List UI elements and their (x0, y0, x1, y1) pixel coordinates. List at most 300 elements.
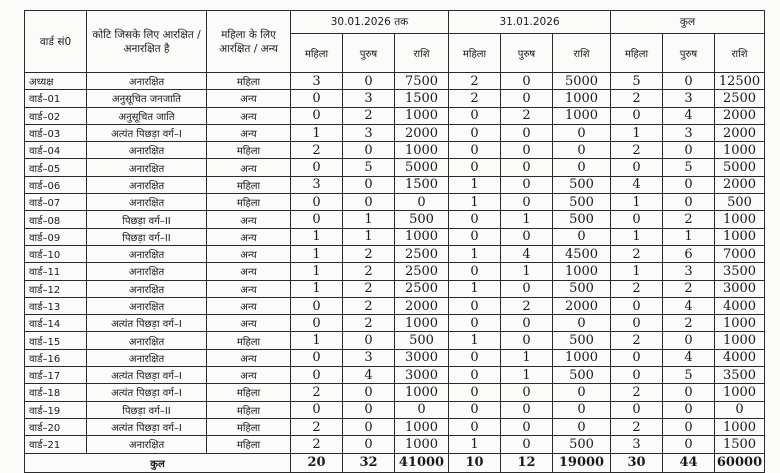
ward-cell: वार्ड–11 (25, 263, 87, 280)
category-cell: अत्यंत पिछड़ा वर्ग–I (87, 315, 207, 332)
t-purush-cell: 0 (663, 73, 715, 90)
t-mahila-cell: 2 (611, 90, 663, 107)
d2-rashi-cell: 0 (553, 228, 611, 245)
total-d2-purush-cell: 12 (501, 453, 553, 472)
ward-cell: वार्ड–21 (25, 436, 87, 453)
t-mahila-cell: 5 (611, 73, 663, 90)
d2-rashi-cell: 500 (553, 280, 611, 297)
d2-purush-cell: 2 (501, 107, 553, 124)
total-row (25, 453, 765, 472)
women-reserved-cell: अन्य (207, 228, 291, 245)
d2-purush-cell: 0 (501, 159, 553, 176)
category-cell: अनारक्षित (87, 436, 207, 453)
category-cell: अनारक्षित (87, 332, 207, 349)
category-cell: अनारक्षित (87, 73, 207, 90)
category-cell: अनुसूचित जाति (87, 107, 207, 124)
d1-mahila-cell: 0 (291, 401, 343, 418)
d2-mahila-cell: 0 (449, 124, 501, 141)
d1-mahila-cell: 2 (291, 436, 343, 453)
d1-mahila-cell: 0 (291, 107, 343, 124)
t-purush-cell: 0 (663, 418, 715, 435)
t-purush-cell: 3 (663, 124, 715, 141)
ward-cell: वार्ड–09 (25, 228, 87, 245)
t-rashi-cell: 4000 (715, 297, 765, 314)
t-rashi-cell: 1000 (715, 418, 765, 435)
d1-purush-cell: 1 (343, 211, 395, 228)
ward-cell: वार्ड–04 (25, 142, 87, 159)
t-mahila-cell: 1 (611, 228, 663, 245)
t-rashi-cell: 1000 (715, 315, 765, 332)
t-mahila-cell: 0 (611, 211, 663, 228)
d2-mahila-cell: 0 (449, 107, 501, 124)
d2-rashi-cell: 0 (553, 401, 611, 418)
t-purush-cell: 5 (663, 159, 715, 176)
header-category: कोटि जिसके लिए आरक्षित / अनारक्षित है (87, 11, 207, 73)
category-cell: अनुसूचित जनजाति (87, 90, 207, 107)
t-purush-cell: 2 (663, 280, 715, 297)
total-label-cell: कुल (25, 453, 291, 472)
d2-mahila-cell: 1 (449, 436, 501, 453)
total-t-mahila-cell: 30 (611, 453, 663, 472)
ward-cell: वार्ड–08 (25, 211, 87, 228)
d2-mahila-cell: 1 (449, 245, 501, 262)
t-purush-cell: 0 (663, 176, 715, 193)
women-reserved-cell: अन्य (207, 315, 291, 332)
t-mahila-cell: 2 (611, 142, 663, 159)
d1-rashi-cell: 2500 (395, 245, 449, 262)
d2-purush-cell: 4 (501, 245, 553, 262)
d1-mahila-cell: 1 (291, 124, 343, 141)
t-rashi-cell: 3500 (715, 263, 765, 280)
women-reserved-cell: महिला (207, 436, 291, 453)
t-purush-cell: 1 (663, 228, 715, 245)
d2-purush-cell: 0 (501, 401, 553, 418)
t-mahila-cell: 4 (611, 176, 663, 193)
d1-rashi-cell: 2500 (395, 280, 449, 297)
d2-purush-cell: 0 (501, 332, 553, 349)
d2-mahila-cell: 0 (449, 367, 501, 384)
d1-rashi-cell: 1000 (395, 142, 449, 159)
t-mahila-cell: 2 (611, 280, 663, 297)
d2-mahila-cell: 0 (449, 315, 501, 332)
t-purush-cell: 0 (663, 436, 715, 453)
d1-purush-cell: 0 (343, 436, 395, 453)
category-cell: अनारक्षित (87, 194, 207, 211)
t-rashi-cell: 1500 (715, 436, 765, 453)
t-mahila-cell: 0 (611, 401, 663, 418)
total-t-rashi-cell: 60000 (715, 453, 765, 472)
d1-rashi-cell: 2000 (395, 297, 449, 314)
d1-purush-cell: 0 (343, 418, 395, 435)
category-cell: अत्यंत पिछड़ा वर्ग–I (87, 367, 207, 384)
d2-purush-cell: 0 (501, 280, 553, 297)
table-row (25, 280, 765, 297)
t-purush-cell: 0 (663, 332, 715, 349)
women-reserved-cell: अन्य (207, 211, 291, 228)
women-reserved-cell: महिला (207, 73, 291, 90)
d2-rashi-cell: 1000 (553, 263, 611, 280)
category-cell: अनारक्षित (87, 280, 207, 297)
d1-mahila-cell: 1 (291, 228, 343, 245)
subheader-rashi: राशि (715, 34, 765, 73)
subheader-mahila: महिला (291, 34, 343, 73)
d2-mahila-cell: 0 (449, 159, 501, 176)
nomination-fee-table (24, 10, 765, 473)
d1-mahila-cell: 1 (291, 245, 343, 262)
t-mahila-cell: 2 (611, 332, 663, 349)
d2-purush-cell: 0 (501, 436, 553, 453)
d1-mahila-cell: 0 (291, 194, 343, 211)
d2-mahila-cell: 2 (449, 73, 501, 90)
d2-rashi-cell: 500 (553, 211, 611, 228)
subheader-purush: पुरुष (663, 34, 715, 73)
t-purush-cell: 0 (663, 194, 715, 211)
category-cell: अनारक्षित (87, 263, 207, 280)
d1-rashi-cell: 2500 (395, 263, 449, 280)
table-row (25, 436, 765, 453)
women-reserved-cell: अन्य (207, 90, 291, 107)
d2-rashi-cell: 500 (553, 436, 611, 453)
table-row (25, 124, 765, 141)
d2-mahila-cell: 0 (449, 142, 501, 159)
women-reserved-cell: अन्य (207, 245, 291, 262)
ward-cell: वार्ड–03 (25, 124, 87, 141)
d2-mahila-cell: 0 (449, 297, 501, 314)
t-purush-cell: 2 (663, 315, 715, 332)
t-rashi-cell: 1000 (715, 228, 765, 245)
d1-purush-cell: 0 (343, 142, 395, 159)
d1-rashi-cell: 1500 (395, 90, 449, 107)
t-rashi-cell: 2000 (715, 176, 765, 193)
d2-mahila-cell: 0 (449, 418, 501, 435)
d1-purush-cell: 2 (343, 245, 395, 262)
d1-purush-cell: 5 (343, 159, 395, 176)
d1-rashi-cell: 1500 (395, 176, 449, 193)
d2-rashi-cell: 500 (553, 332, 611, 349)
table-row (25, 176, 765, 193)
women-reserved-cell: अन्य (207, 367, 291, 384)
category-cell: पिछड़ा वर्ग–II (87, 211, 207, 228)
category-cell: अत्यंत पिछड़ा वर्ग–I (87, 124, 207, 141)
d2-purush-cell: 2 (501, 297, 553, 314)
d1-mahila-cell: 0 (291, 297, 343, 314)
women-reserved-cell: अन्य (207, 159, 291, 176)
ward-cell: वार्ड–06 (25, 176, 87, 193)
d2-purush-cell: 0 (501, 176, 553, 193)
ward-cell: वार्ड–15 (25, 332, 87, 349)
header-ward-no: वार्ड सं0 (25, 11, 87, 73)
d2-rashi-cell: 2000 (553, 297, 611, 314)
table-row (25, 194, 765, 211)
d1-mahila-cell: 1 (291, 263, 343, 280)
t-rashi-cell: 2000 (715, 124, 765, 141)
d1-mahila-cell: 0 (291, 159, 343, 176)
d2-purush-cell: 0 (501, 384, 553, 401)
table-row (25, 367, 765, 384)
table-row (25, 73, 765, 90)
d2-mahila-cell: 0 (449, 211, 501, 228)
t-mahila-cell: 1 (611, 124, 663, 141)
t-rashi-cell: 3000 (715, 280, 765, 297)
women-reserved-cell: अन्य (207, 280, 291, 297)
table-row (25, 315, 765, 332)
d1-rashi-cell: 500 (395, 211, 449, 228)
t-mahila-cell: 1 (611, 194, 663, 211)
ward-cell: वार्ड–10 (25, 245, 87, 262)
d2-rashi-cell: 500 (553, 176, 611, 193)
d1-purush-cell: 3 (343, 90, 395, 107)
t-rashi-cell: 2500 (715, 90, 765, 107)
d1-mahila-cell: 0 (291, 349, 343, 366)
subheader-purush: पुरुष (343, 34, 395, 73)
t-rashi-cell: 2000 (715, 107, 765, 124)
d1-purush-cell: 4 (343, 367, 395, 384)
t-purush-cell: 2 (663, 211, 715, 228)
t-mahila-cell: 2 (611, 245, 663, 262)
d1-mahila-cell: 0 (291, 367, 343, 384)
total-d2-mahila-cell: 10 (449, 453, 501, 472)
d1-rashi-cell: 0 (395, 401, 449, 418)
t-mahila-cell: 0 (611, 297, 663, 314)
d1-purush-cell: 0 (343, 73, 395, 90)
d1-purush-cell: 2 (343, 263, 395, 280)
table-row (25, 263, 765, 280)
d2-rashi-cell: 1000 (553, 107, 611, 124)
d1-purush-cell: 0 (343, 194, 395, 211)
women-reserved-cell: अन्य (207, 349, 291, 366)
subheader-mahila: महिला (449, 34, 501, 73)
t-rashi-cell: 12500 (715, 73, 765, 90)
t-purush-cell: 4 (663, 349, 715, 366)
t-purush-cell: 4 (663, 297, 715, 314)
d1-rashi-cell: 1000 (395, 436, 449, 453)
d1-rashi-cell: 7500 (395, 73, 449, 90)
d1-purush-cell: 0 (343, 176, 395, 193)
t-rashi-cell: 3500 (715, 367, 765, 384)
d2-rashi-cell: 0 (553, 418, 611, 435)
d1-mahila-cell: 2 (291, 384, 343, 401)
d1-purush-cell: 2 (343, 280, 395, 297)
d2-purush-cell: 0 (501, 73, 553, 90)
d1-rashi-cell: 1000 (395, 315, 449, 332)
header-date-1: 30.01.2026 तक (291, 11, 449, 34)
d2-mahila-cell: 1 (449, 194, 501, 211)
category-cell: अनारक्षित (87, 142, 207, 159)
d1-mahila-cell: 3 (291, 73, 343, 90)
d2-mahila-cell: 2 (449, 90, 501, 107)
t-purush-cell: 3 (663, 263, 715, 280)
d1-mahila-cell: 0 (291, 211, 343, 228)
d2-mahila-cell: 1 (449, 176, 501, 193)
d2-mahila-cell: 1 (449, 280, 501, 297)
d2-mahila-cell: 0 (449, 228, 501, 245)
category-cell: पिछड़ा वर्ग–II (87, 228, 207, 245)
d2-rashi-cell: 500 (553, 367, 611, 384)
ward-cell: वार्ड–05 (25, 159, 87, 176)
ward-cell: वार्ड–02 (25, 107, 87, 124)
total-d2-rashi-cell: 19000 (553, 453, 611, 472)
t-mahila-cell: 2 (611, 384, 663, 401)
ward-cell: वार्ड–19 (25, 401, 87, 418)
d1-rashi-cell: 500 (395, 332, 449, 349)
ward-cell: वार्ड–07 (25, 194, 87, 211)
table-row (25, 349, 765, 366)
category-cell: अनारक्षित (87, 349, 207, 366)
total-t-purush-cell: 44 (663, 453, 715, 472)
t-mahila-cell: 0 (611, 159, 663, 176)
d1-rashi-cell: 5000 (395, 159, 449, 176)
d1-mahila-cell: 1 (291, 280, 343, 297)
d2-purush-cell: 0 (501, 194, 553, 211)
ward-cell: वार्ड–17 (25, 367, 87, 384)
t-purush-cell: 0 (663, 142, 715, 159)
d1-purush-cell: 3 (343, 124, 395, 141)
d2-purush-cell: 0 (501, 90, 553, 107)
d2-purush-cell: 0 (501, 142, 553, 159)
table-row (25, 245, 765, 262)
t-mahila-cell: 0 (611, 349, 663, 366)
total-d1-purush-cell: 32 (343, 453, 395, 472)
category-cell: अनारक्षित (87, 159, 207, 176)
category-cell: अत्यंत पिछड़ा वर्ग–I (87, 418, 207, 435)
total-d1-mahila-cell: 20 (291, 453, 343, 472)
d2-purush-cell: 1 (501, 263, 553, 280)
ward-cell: वार्ड–20 (25, 418, 87, 435)
t-rashi-cell: 7000 (715, 245, 765, 262)
d2-mahila-cell: 0 (449, 401, 501, 418)
women-reserved-cell: महिला (207, 142, 291, 159)
d1-rashi-cell: 1000 (395, 384, 449, 401)
total-d1-rashi-cell: 41000 (395, 453, 449, 472)
ward-cell: वार्ड–13 (25, 297, 87, 314)
d1-purush-cell: 1 (343, 228, 395, 245)
t-rashi-cell: 1000 (715, 142, 765, 159)
subheader-rashi: राशि (553, 34, 611, 73)
d2-mahila-cell: 1 (449, 332, 501, 349)
t-purush-cell: 5 (663, 367, 715, 384)
women-reserved-cell: महिला (207, 418, 291, 435)
d2-purush-cell: 1 (501, 367, 553, 384)
t-purush-cell: 6 (663, 245, 715, 262)
d2-rashi-cell: 1000 (553, 349, 611, 366)
d1-mahila-cell: 2 (291, 142, 343, 159)
d2-purush-cell: 0 (501, 228, 553, 245)
d1-purush-cell: 0 (343, 332, 395, 349)
d1-purush-cell: 2 (343, 107, 395, 124)
t-rashi-cell: 1000 (715, 384, 765, 401)
d1-mahila-cell: 0 (291, 315, 343, 332)
table-row (25, 228, 765, 245)
ward-cell: वार्ड–14 (25, 315, 87, 332)
d1-rashi-cell: 1000 (395, 228, 449, 245)
d1-mahila-cell: 2 (291, 418, 343, 435)
d1-mahila-cell: 1 (291, 332, 343, 349)
table-row (25, 142, 765, 159)
ward-cell: अध्यक्ष (25, 73, 87, 90)
header-date-2: 31.01.2026 (449, 11, 611, 34)
t-purush-cell: 3 (663, 90, 715, 107)
d1-mahila-cell: 0 (291, 90, 343, 107)
t-mahila-cell: 0 (611, 315, 663, 332)
d1-rashi-cell: 3000 (395, 367, 449, 384)
d2-rashi-cell: 0 (553, 124, 611, 141)
d2-rashi-cell: 4500 (553, 245, 611, 262)
d1-rashi-cell: 1000 (395, 107, 449, 124)
ward-cell: वार्ड–01 (25, 90, 87, 107)
table-row (25, 401, 765, 418)
ward-cell: वार्ड–16 (25, 349, 87, 366)
table-body (25, 73, 765, 473)
women-reserved-cell: अन्य (207, 297, 291, 314)
t-purush-cell: 4 (663, 107, 715, 124)
t-rashi-cell: 5000 (715, 159, 765, 176)
d1-rashi-cell: 3000 (395, 349, 449, 366)
d2-rashi-cell: 0 (553, 142, 611, 159)
category-cell: पिछड़ा वर्ग–II (87, 401, 207, 418)
d2-rashi-cell: 1000 (553, 90, 611, 107)
t-purush-cell: 0 (663, 401, 715, 418)
women-reserved-cell: महिला (207, 194, 291, 211)
subheader-rashi: राशि (395, 34, 449, 73)
t-rashi-cell: 4000 (715, 349, 765, 366)
d1-rashi-cell: 0 (395, 194, 449, 211)
category-cell: अनारक्षित (87, 297, 207, 314)
d1-purush-cell: 2 (343, 297, 395, 314)
subheader-purush: पुरुष (501, 34, 553, 73)
t-mahila-cell: 1 (611, 263, 663, 280)
t-mahila-cell: 3 (611, 436, 663, 453)
d2-rashi-cell: 500 (553, 194, 611, 211)
category-cell: अत्यंत पिछड़ा वर्ग–I (87, 384, 207, 401)
women-reserved-cell: महिला (207, 176, 291, 193)
category-cell: अनारक्षित (87, 176, 207, 193)
t-rashi-cell: 1000 (715, 211, 765, 228)
women-reserved-cell: अन्य (207, 263, 291, 280)
header-women-reserved: महिला के लिए आरक्षित / अन्य (207, 11, 291, 73)
d2-mahila-cell: 0 (449, 263, 501, 280)
t-rashi-cell: 1000 (715, 332, 765, 349)
header-total: कुल (611, 11, 765, 34)
women-reserved-cell: अन्य (207, 107, 291, 124)
d1-mahila-cell: 3 (291, 176, 343, 193)
women-reserved-cell: महिला (207, 384, 291, 401)
table-row (25, 418, 765, 435)
d2-purush-cell: 1 (501, 211, 553, 228)
d1-rashi-cell: 1000 (395, 418, 449, 435)
women-reserved-cell: महिला (207, 401, 291, 418)
ward-cell: वार्ड–18 (25, 384, 87, 401)
d2-purush-cell: 0 (501, 124, 553, 141)
ward-cell: वार्ड–12 (25, 280, 87, 297)
t-rashi-cell: 500 (715, 194, 765, 211)
d2-rashi-cell: 0 (553, 384, 611, 401)
table-row (25, 384, 765, 401)
table-row (25, 297, 765, 314)
table-row (25, 107, 765, 124)
d2-purush-cell: 0 (501, 418, 553, 435)
d2-rashi-cell: 0 (553, 315, 611, 332)
d1-purush-cell: 2 (343, 315, 395, 332)
table-row (25, 159, 765, 176)
d2-mahila-cell: 0 (449, 384, 501, 401)
d1-purush-cell: 0 (343, 384, 395, 401)
t-mahila-cell: 0 (611, 367, 663, 384)
table-row (25, 90, 765, 107)
d2-purush-cell: 0 (501, 315, 553, 332)
women-reserved-cell: अन्य (207, 124, 291, 141)
d2-mahila-cell: 0 (449, 349, 501, 366)
d2-rashi-cell: 5000 (553, 73, 611, 90)
